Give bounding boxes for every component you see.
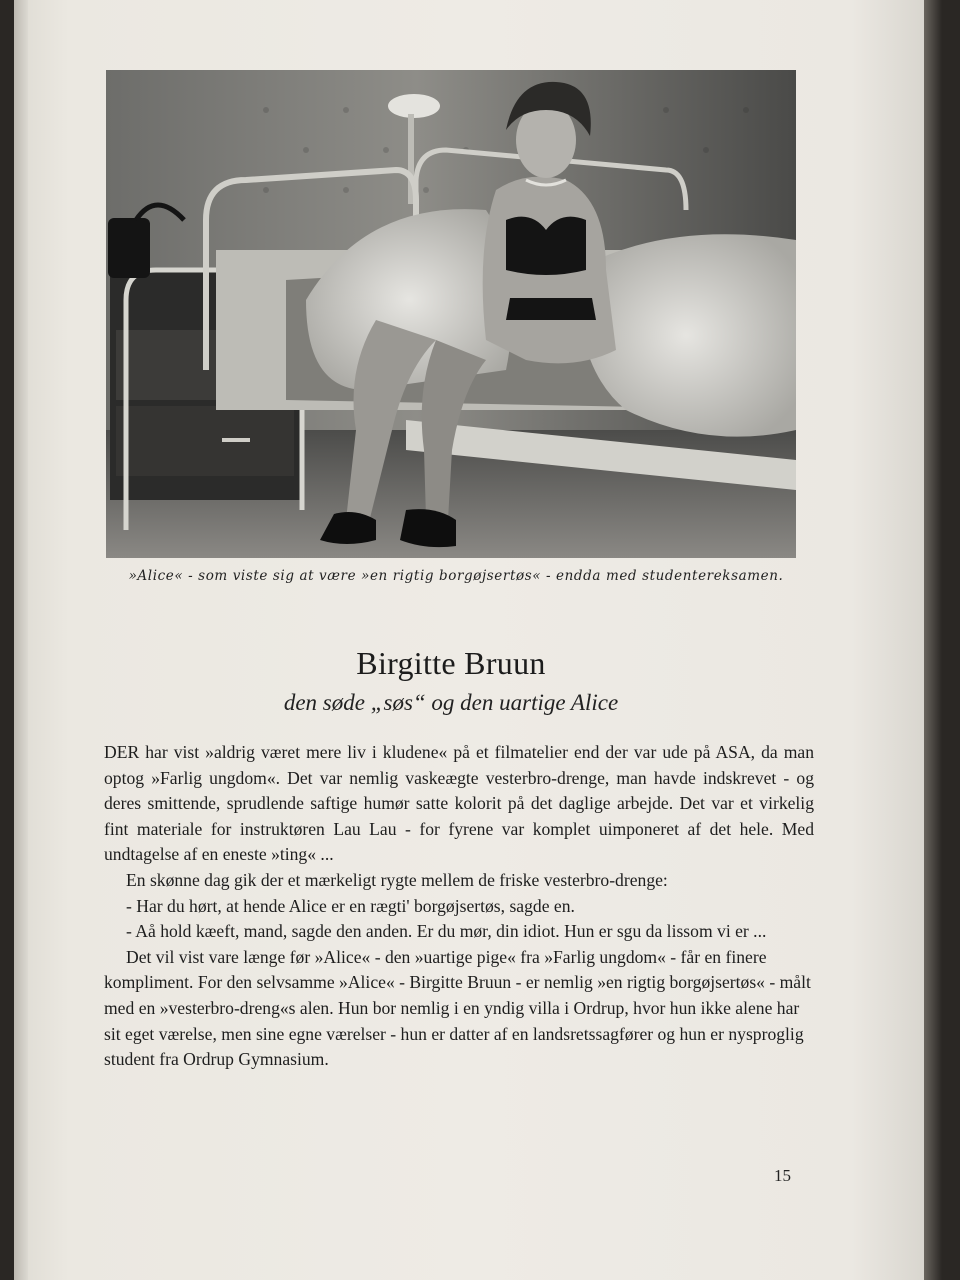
body-paragraph: En skønne dag gik der et mærkeligt rygte mellem de friske vesterbro-drenge:	[126, 869, 668, 890]
article-body	[104, 740, 814, 1073]
body-paragraph: DER har vist »aldrig været mere liv i kludene« på et filmatelier end der var ude på ASA, da man optog »Farlig ungdom«. Det var nemlig vaskeægte vesterbro-drenge, man havde indskrevet - og deres smittende, sprudlende saftige humør satte kolorit på det daglige arbejde. Det var et virkelig fint materiale for instruktøren Lau Lau - for fyrene var komplet uimponeret af det hele. Med undtagelse af en eneste »ting« ...	[104, 742, 814, 865]
book-page	[14, 0, 924, 1280]
background-edge	[924, 0, 960, 1280]
page-number: 15	[774, 1166, 791, 1185]
article-subtitle: den søde „søs“ og den uartige Alice	[283, 690, 619, 715]
photo-caption: »Alice« - som viste sig at være »en rigtig borgøjsertøs« - endda med studentereksamen.	[128, 568, 784, 584]
article-title: Birgitte Bruun	[356, 645, 546, 681]
film-still-photo	[106, 70, 796, 558]
page-gutter	[14, 0, 28, 1280]
photo-still-icon	[106, 70, 796, 558]
body-paragraph: - Aå hold kæeft, mand, sagde den anden. Er du mør, din idiot. Hun er sgu da lissom vi er ...	[126, 921, 767, 942]
body-paragraph: - Har du hørt, at hende Alice er en rægti' borgøjsertøs, sagde en.	[126, 895, 575, 916]
body-paragraph: Det vil vist vare længe før »Alice« - den »uartige pige« fra »Farlig ungdom« - får en finere kompliment. For den selvsamme »Alice« - Birgitte Bruun - er nemlig »en rigtig borgøjsertøs« - målt med en »vesterbro-dreng«s alen. Hun bor nemlig i en yndig villa i Ordrup, hvor hun ikke alene har sit eget værelse, men sine egne værelser - hun er datter af en landsretssagfører og hun er nysproglig student fra Ordrup Gymnasium.	[104, 946, 811, 1070]
